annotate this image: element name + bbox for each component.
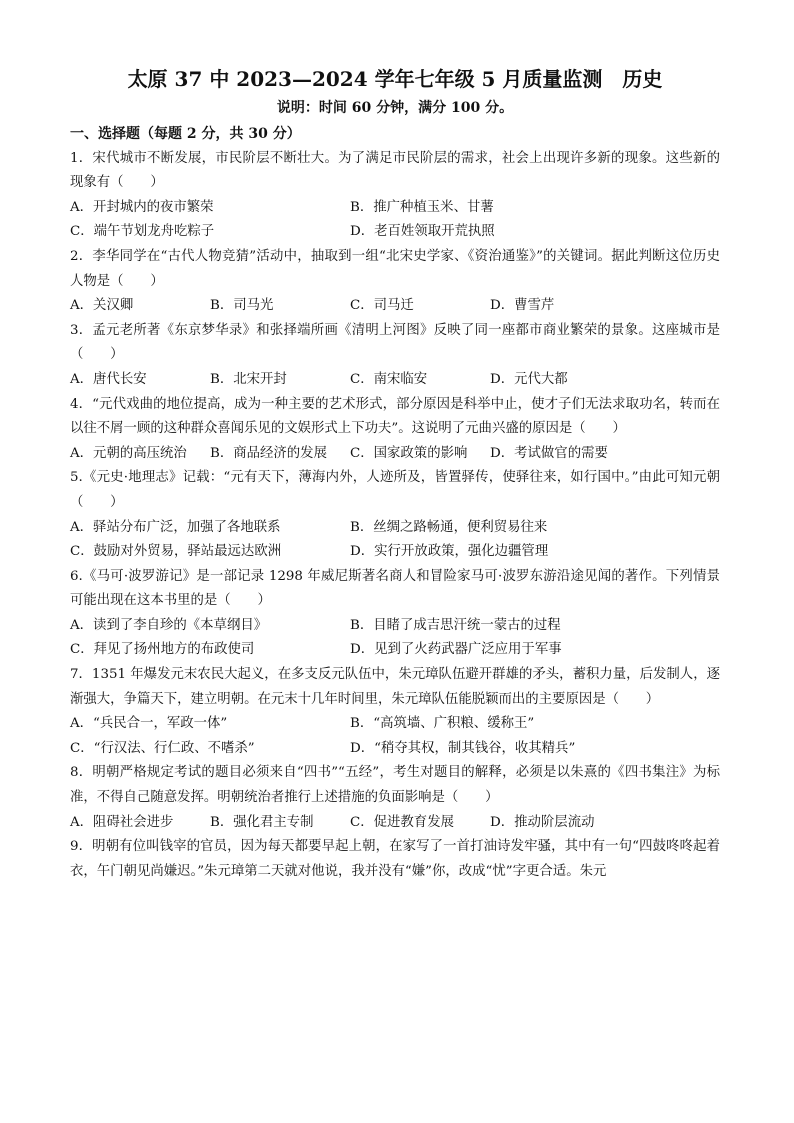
option-a: A．“兵民合一，军政一体” xyxy=(70,716,228,732)
page-title: 太原 37 中 2023—2024 学年七年级 5 月质量监测 历史 xyxy=(127,67,663,91)
question-1 xyxy=(70,147,720,245)
option-a: A．唐代长安 xyxy=(70,371,147,387)
option-c: C．鼓励对外贸易，驿站最远达欧洲 xyxy=(70,544,282,560)
options xyxy=(70,368,720,393)
option-c: C．“行汉法、行仁政、不嗜杀” xyxy=(70,740,255,756)
option-a: A．驿站分布广泛，加强了各地联系 xyxy=(70,519,281,535)
option-d: D．实行开放政策，强化边疆管理 xyxy=(350,544,549,560)
exam-page xyxy=(70,62,720,884)
question-7 xyxy=(70,663,720,761)
option-b: B．强化君主专制 xyxy=(210,814,314,830)
option-c: C．拜见了扬州地方的布政使司 xyxy=(70,642,255,658)
option-a: A．元朝的高压统治 xyxy=(70,445,187,461)
question-stem: 8．明朝严格规定考试的题目必须来自“四书”“五经”，考生对题目的解释，必须是以朱熹的《四书集注》为标准，不得自己随意发挥。明朝统治者推行上述措施的负面影响是（ ） xyxy=(70,765,720,806)
option-b: B．推广种植玉米、甘薯 xyxy=(350,199,494,215)
question-2 xyxy=(70,245,720,319)
question-6 xyxy=(70,565,720,663)
question-8 xyxy=(70,761,720,835)
options xyxy=(70,294,720,319)
option-a: A．读到了李自珍的《本草纲目》 xyxy=(70,617,268,633)
option-c: C．南宋临安 xyxy=(350,371,428,387)
question-9 xyxy=(70,835,720,884)
question-stem: 9．明朝有位叫钱宰的官员，因为每天都要早起上朝，在家写了一首打油诗发牢骚，其中有一句“四鼓咚咚起着衣，午门朝见尚嫌迟。”朱元璋第二天就对他说，我并没有“嫌”你，改成“忧”字更合适。朱元 xyxy=(70,839,720,879)
question-stem: 4．“元代戏曲的地位提高，成为一种主要的艺术形式，部分原因是科举中止，使才子们无法求取功名，转而在以往不屑一顾的这种群众喜闻乐见的文娱形式上下功夫”。这说明了元曲兴盛的原因是（ ） xyxy=(70,396,720,437)
options xyxy=(70,811,720,836)
question-stem: 2．李华同学在“古代人物竞猜”活动中，抽取到一组“北宋史学家、《资治通鉴》”的关键词。据此判断这位历史人物是（ ） xyxy=(70,248,720,289)
options xyxy=(70,516,720,565)
option-b: B．司马光 xyxy=(210,298,274,314)
options xyxy=(70,196,720,245)
question-stem: 3．孟元老所著《东京梦华录》和张择端所画《清明上河图》反映了同一座都市商业繁荣的景象。这座城市是（ ） xyxy=(70,322,720,363)
option-d: D．推动阶层流动 xyxy=(490,814,595,830)
option-d: D．元代大都 xyxy=(490,371,568,387)
question-stem: 7．1351 年爆发元末农民大起义，在多支反元队伍中，朱元璋队伍避开群雄的矛头，蓄积力量，后发制人，逐渐强大，争篇天下，建立明朝。在元末十几年时间里，朱元璋队伍能脱颖而出的主要原因是（ ） xyxy=(70,667,720,707)
options xyxy=(70,442,720,467)
question-stem: 5.《元史·地理志》记载：“元有天下，薄海内外，人迹所及，皆置驿传，使驿往来，如行国中。”由此可知元朝（ ） xyxy=(70,470,720,510)
option-b: B．北宋开封 xyxy=(210,371,287,387)
option-b: B．丝绸之路畅通，便利贸易往来 xyxy=(350,519,548,535)
option-c: C．司马迁 xyxy=(350,298,414,314)
option-b: B．商品经济的发展 xyxy=(210,445,327,461)
question-5 xyxy=(70,466,720,564)
option-b: B．目睹了成吉思汗统一蒙古的过程 xyxy=(350,617,561,633)
option-d: D．见到了火药武器广泛应用于军事 xyxy=(350,642,562,658)
option-b: B．“高筑墙、广积粮、缓称王” xyxy=(350,716,535,732)
option-a: A．关汉卿 xyxy=(70,298,134,314)
question-stem: 1．宋代城市不断发展，市民阶层不断壮大。为了满足市民阶层的需求，社会上出现许多新的现象。这些新的现象有（ ） xyxy=(70,150,720,191)
section-heading: 一、选择题（每题 2 分，共 30 分） xyxy=(70,126,301,142)
option-a: A．开封城内的夜市繁荣 xyxy=(70,199,214,215)
exam-instructions: 说明：时间 60 分钟，满分 100 分。 xyxy=(276,100,514,116)
option-c: C．端午节划龙舟吃粽子 xyxy=(70,224,215,240)
options xyxy=(70,614,720,663)
options xyxy=(70,712,720,761)
question-3 xyxy=(70,319,720,393)
question-4 xyxy=(70,393,720,467)
option-c: C．国家政策的影响 xyxy=(350,445,468,461)
option-d: D．老百姓领取开荒执照 xyxy=(350,224,495,240)
option-a: A．阻碍社会进步 xyxy=(70,814,174,830)
option-c: C．促进教育发展 xyxy=(350,814,454,830)
option-d: D．“稍夺其权，制其钱谷，收其精兵” xyxy=(350,740,576,756)
option-d: D．曹雪芹 xyxy=(490,298,555,314)
option-d: D．考试做官的需要 xyxy=(490,445,608,461)
question-stem: 6.《马可·波罗游记》是一部记录 1298 年威尼斯著名商人和冒险家马可·波罗东游沿途见闻的著作。下列情景可能出现在这本书里的是（ ） xyxy=(70,568,720,609)
